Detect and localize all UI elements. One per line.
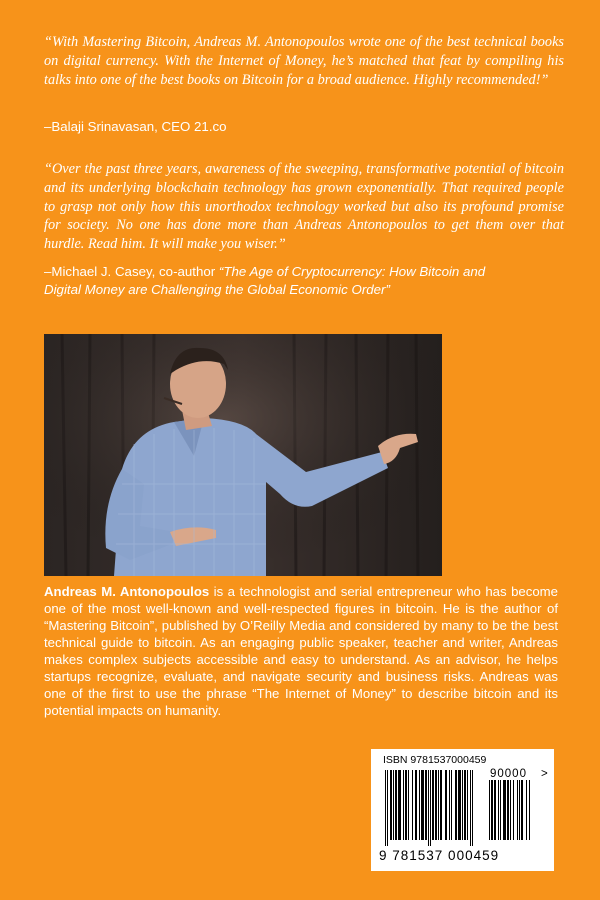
- isbn-barcode: [371, 749, 554, 871]
- barcode-bar: [470, 770, 471, 846]
- barcode-bar: [435, 770, 437, 840]
- barcode-bar: [387, 770, 388, 846]
- barcode-bar: [393, 770, 394, 840]
- barcode-bar: [519, 780, 520, 840]
- barcode-bar: [428, 770, 429, 846]
- ean-digits: 9 781537 000459: [379, 848, 500, 863]
- barcode-bar: [489, 780, 490, 840]
- barcode-bar: [521, 780, 523, 840]
- barcode-bar: [390, 770, 392, 840]
- endorsement-author-2-name: –Michael J. Casey, co-author: [44, 264, 219, 279]
- barcode-bar: [507, 780, 509, 840]
- barcode-bar: [425, 770, 427, 840]
- barcode-bar: [503, 780, 506, 840]
- barcode-bar: [405, 770, 407, 840]
- author-bio-text: is a technologist and serial entrepreneur who has become one of the most well-known and well-respected figures in bitcoin. He is the author of “Mastering Bitcoin”, published by O’Reilly Media and considered by many to be the best technical guide to bitcoin. As an engaging public speaker, teacher and writer, Andreas makes complex subjects accessible and easy to understand. As an advisor, he helps startups recognize, evaluate, and navigate security and business risks. Andreas was one of the first to use the phrase “The Internet of Money” to describe bitcoin and its potential impacts on humanity.: [44, 584, 558, 718]
- barcode-bar: [467, 770, 468, 840]
- barcode-bar: [455, 770, 457, 840]
- endorsement-author-1: –Balaji Srinavasan, CEO 21.co: [44, 119, 227, 134]
- barcode-bar: [500, 780, 501, 840]
- barcode-bar: [517, 780, 518, 840]
- author-photo: [44, 334, 442, 576]
- author-bio: [44, 583, 558, 719]
- barcode-bar: [430, 770, 431, 846]
- barcode-bar: [472, 770, 473, 846]
- endorsement-author-2: [44, 263, 514, 299]
- barcode-bar: [415, 770, 417, 840]
- barcode-bar: [451, 770, 452, 840]
- barcode-bar: [432, 770, 434, 840]
- author-speaking-image: [44, 334, 442, 576]
- barcode-bar: [408, 770, 409, 840]
- barcode-bar: [458, 770, 461, 840]
- barcode-bar: [412, 770, 413, 840]
- barcode-bar: [464, 770, 466, 840]
- author-bio-name: Andreas M. Antonopoulos: [44, 584, 210, 599]
- barcode-bar: [494, 780, 496, 840]
- ean-barcode-bars: [385, 770, 485, 848]
- price-code-marker: >: [541, 768, 548, 780]
- barcode-bar: [385, 770, 386, 846]
- barcode-bar: [403, 770, 404, 840]
- price-addon-bars: [489, 780, 541, 848]
- price-code: 90000: [490, 768, 527, 780]
- barcode-bar: [445, 770, 447, 840]
- barcode-bar: [526, 780, 527, 840]
- barcode-bar: [438, 770, 439, 840]
- endorsement-quote-1: “With Mastering Bitcoin, Andreas M. Antonopoulos wrote one of the best technical books on digital currency. With the Internet of Money, he’s matched that feat by compiling his talks into one of the best books on Bitcoin for a broad audience. Highly recommended!”: [44, 34, 564, 88]
- barcode-bar: [529, 780, 530, 840]
- barcode-bar: [421, 770, 424, 840]
- barcode-bar: [440, 770, 442, 840]
- barcode-bar: [510, 780, 511, 840]
- barcode-bar: [491, 780, 493, 840]
- barcode-bar: [395, 770, 397, 840]
- barcode-bar: [462, 770, 463, 840]
- barcode-bar: [419, 770, 420, 840]
- barcode-bar: [449, 770, 450, 840]
- barcode-bar: [513, 780, 514, 840]
- endorsement-quote-2: “Over the past three years, awareness of the sweeping, transformative potential of bitcoin and its underlying blockchain technology has grown exponentially. That required people to grasp not only how this unorthodox technology worked but also its profound promise for society. No one has done more than Andreas Antonopoulos to get them over that hurdle. Read him. It will make you wiser.”: [44, 161, 564, 253]
- barcode-bar: [398, 770, 401, 840]
- endorsement-book-title: “The Age of Cryptocurrency: How Bitcoin and Digital Money are Challenging the Global Economic Order”: [44, 264, 486, 297]
- isbn-label: ISBN 9781537000459: [383, 754, 487, 766]
- barcode-bar: [498, 780, 499, 840]
